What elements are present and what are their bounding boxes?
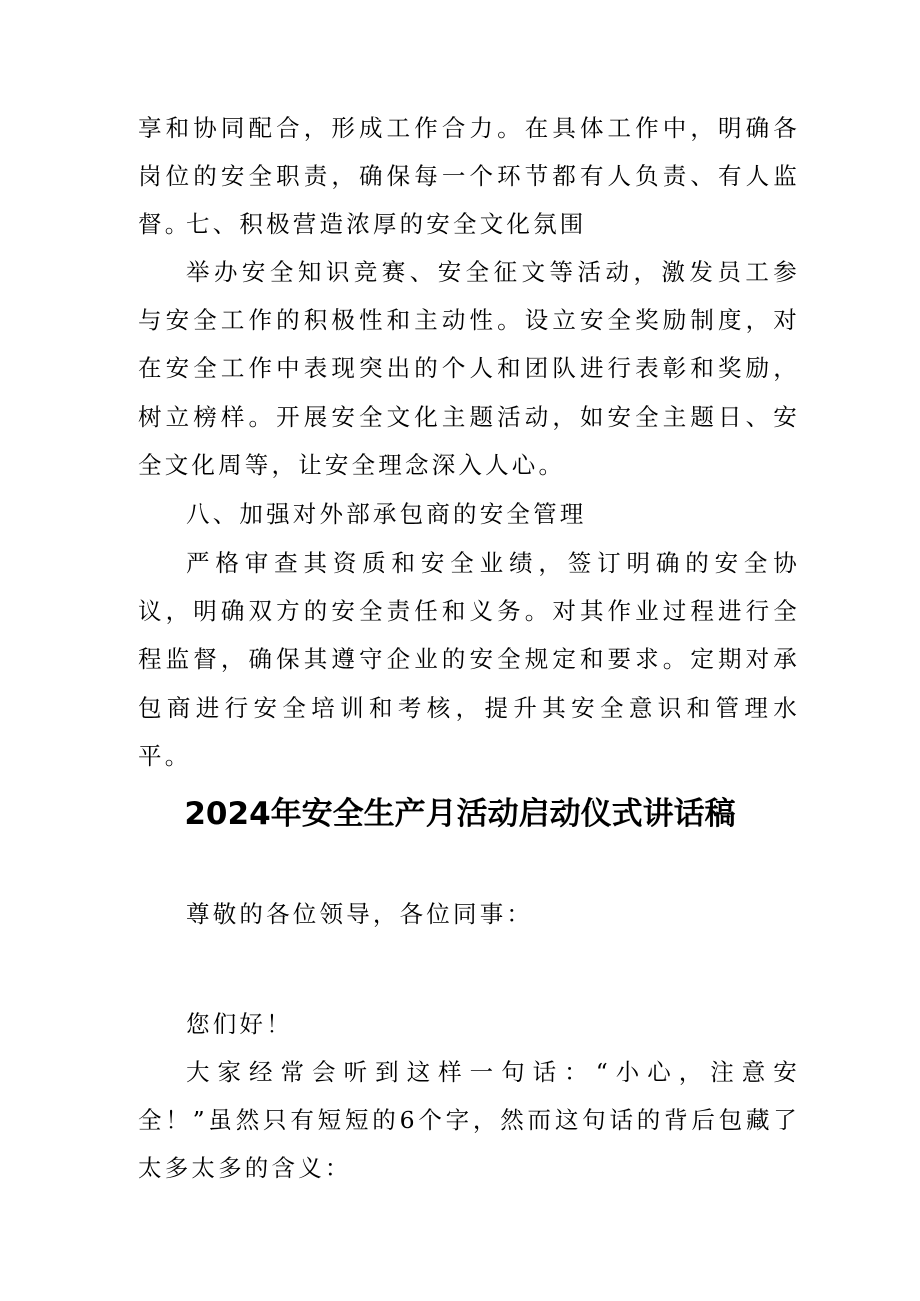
- speech-salutation: 尊敬的各位领导，各位同事：: [186, 900, 534, 928]
- speech-paragraph-1: 大家经常会听到这样一句话：“小心，注意安全！”虽然只有短短的6个字，然而这句话的背后包藏了太多太多的含义：: [138, 1058, 800, 1183]
- section-heading-8: 八、加强对外部承包商的安全管理: [186, 500, 587, 528]
- paragraph-section-7: 举办安全知识竞赛、安全征文等活动，激发员工参与安全工作的积极性和主动性。设立安全奖励制度，对在安全工作中表现突出的个人和团队进行表彰和奖励，树立榜样。开展安全文化主题活动，如安全主题日、安全文化周等，让安全理念深入人心。: [138, 258, 800, 479]
- paragraph-continued: 享和协同配合，形成工作合力。在具体工作中，明确各岗位的安全职责，确保每一个环节都有人负责、有人监督。: [138, 114, 800, 239]
- speech-greeting: 您们好！: [186, 1010, 293, 1038]
- section-heading-7: 七、积极营造浓厚的安全文化氛围: [186, 210, 587, 238]
- paragraph-section-8: 严格审查其资质和安全业绩，签订明确的安全协议，明确双方的安全责任和义务。对其作业过程进行全程监督，确保其遵守企业的安全规定和要求。定期对承包商进行安全培训和考核，提升其安全意识和管理水平。: [138, 549, 800, 770]
- speech-title: 2024年安全生产月活动启动仪式讲话稿: [184, 796, 736, 832]
